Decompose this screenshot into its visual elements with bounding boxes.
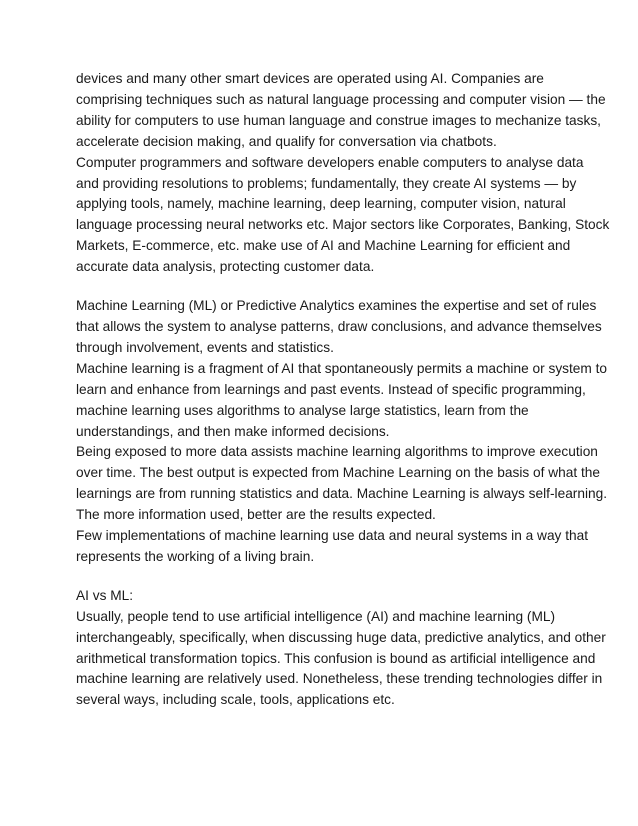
text-line: interchangeably, specifically, when discussing huge data, predictive analytics, and other — [76, 629, 606, 645]
text-line: through involvement, events and statistics. — [76, 339, 334, 355]
text-line: over time. The best output is expected from Machine Learning on the basis of what the — [76, 465, 600, 481]
text-line: Machine Learning (ML) or Predictive Analytics examines the expertise and set of rules — [76, 298, 597, 314]
text-line: language processing neural networks etc. Major sectors like Corporates, Banking, Stock — [76, 217, 610, 233]
text-line: Machine learning is a fragment of AI that spontaneously permits a machine or system to — [76, 360, 608, 376]
paragraph-spacer — [76, 568, 576, 586]
text-line: comprising techniques such as natural language processing and computer vision — the — [76, 91, 606, 107]
text-line: machine learning uses algorithms to analyse large statistics, learn from the — [76, 402, 529, 418]
document-body — [76, 69, 610, 711]
text-line: arithmetical transformation topics. This confusion is bound as artificial intelligence and — [76, 650, 596, 666]
text-line: ability for computers to use human language and construe images to mechanize tasks, — [76, 112, 601, 128]
text-line: devices and many other smart devices are operated using AI. Companies are — [76, 71, 544, 86]
paragraph-ai-intro — [76, 69, 610, 278]
paragraph-ai-vs-ml — [76, 586, 606, 711]
text-line: several ways, including scale, tools, applications etc. — [76, 692, 395, 708]
text-line: accurate data analysis, protecting customer data. — [76, 259, 375, 275]
text-line: machine learning are relatively used. Nonetheless, these trending technologies differ in — [76, 671, 603, 687]
text-line: applying tools, namely, machine learning, deep learning, computer vision, natural — [76, 196, 566, 212]
text-line: represents the working of a living brain. — [76, 548, 315, 564]
text-line: learn and enhance from learnings and past events. Instead of specific programming, — [76, 381, 586, 397]
text-line: Usually, people tend to use artificial intelligence (AI) and machine learning (ML) — [76, 608, 556, 624]
text-line: that allows the system to analyse patterns, draw conclusions, and advance themselves — [76, 318, 602, 334]
text-line: The more information used, better are the results expected. — [76, 507, 436, 523]
text-line: understandings, and then make informed decisions. — [76, 423, 390, 439]
text-line: accelerate decision making, and qualify for conversation via chatbots. — [76, 133, 497, 149]
paragraph-machine-learning — [76, 296, 608, 568]
text-line: and providing resolutions to problems; fundamentally, they create AI systems — by — [76, 175, 577, 191]
text-line: learnings are from running statistics and data. Machine Learning is always self-learning. — [76, 486, 608, 502]
paragraph-spacer — [76, 278, 576, 296]
text-line: Computer programmers and software developers enable computers to analyse data — [76, 154, 584, 170]
text-line: Markets, E-commerce, etc. make use of AI and Machine Learning for efficient and — [76, 238, 571, 254]
text-line: Few implementations of machine learning use data and neural systems in a way that — [76, 528, 589, 544]
section-heading: AI vs ML: — [76, 587, 134, 603]
text-line: Being exposed to more data assists machine learning algorithms to improve execution — [76, 444, 598, 460]
